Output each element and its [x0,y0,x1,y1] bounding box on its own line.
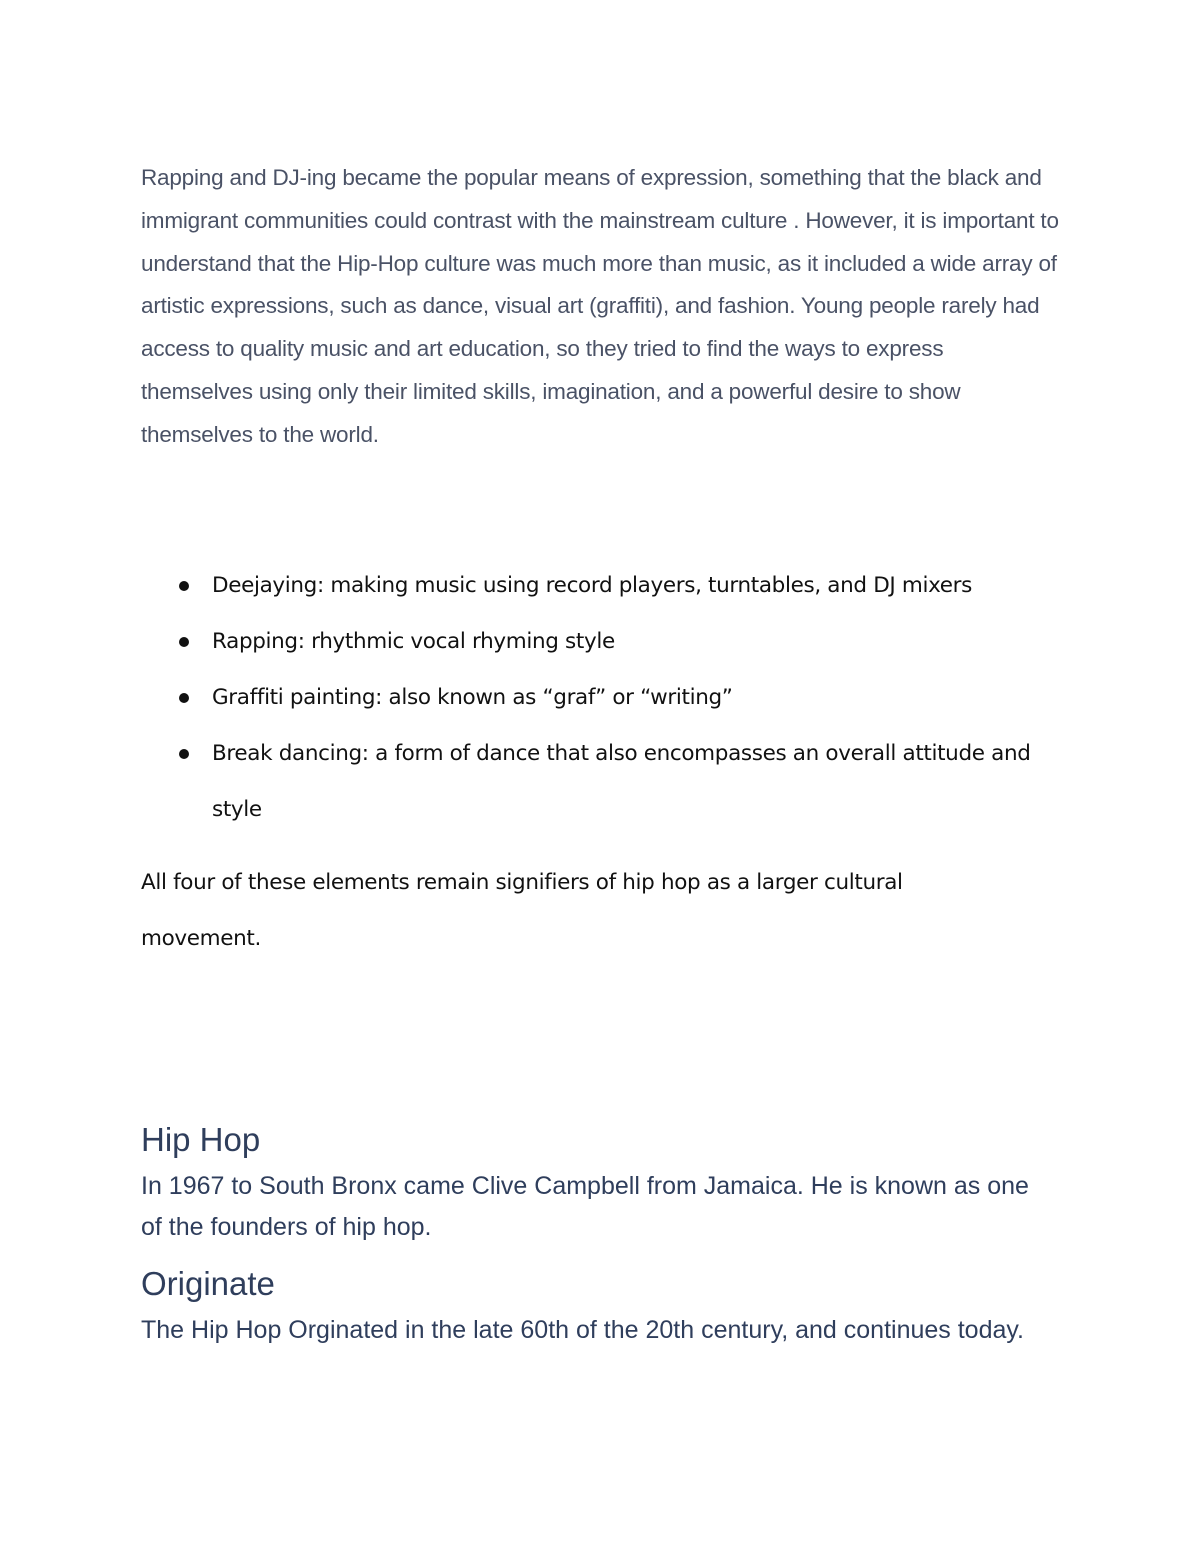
list-item [141,558,1041,614]
list-item [141,614,1041,670]
list-item-text: Break dancing: a form of dance that also encompasses an overall attitude and style [212,741,1031,822]
hip-hop-elements-list [141,558,1041,838]
bullet-icon [179,749,189,759]
list-item [141,670,1041,726]
section-heading-originate: Originate [141,1265,275,1302]
elements-summary: All four of these elements remain signifiers of hip hop as a larger cultural movement. [141,870,903,951]
intro-paragraph: Rapping and DJ-ing became the popular means of expression, something that the black and immigrant communities could contrast with the mainstream culture . However, it is important to understand that the Hip-Hop culture was much more than music, as it included a wide array of artistic expressions, such as dance, visual art (graffiti), and fashion. Young people rarely had access to quality music and art education, so they tried to find the ways to express themselves using only their limited skills, imagination, and a powerful desire to show themselves to the world. [141,165,1059,447]
bullet-icon [179,581,189,591]
list-item-text: Rapping: rhythmic vocal rhyming style [212,629,615,654]
section-text-hip-hop: In 1967 to South Bronx came Clive Campbell from Jamaica. He is known as one of the founders of hip hop. [141,1172,1029,1241]
list-item-text: Deejaying: making music using record players, turntables, and DJ mixers [212,573,973,598]
list-item-text: Graffiti painting: also known as “graf” or “writing” [212,685,733,710]
section-heading-hip-hop: Hip Hop [141,1121,261,1158]
list-item [141,726,1041,838]
bullet-icon [179,693,189,703]
section-text-originate: The Hip Hop Orginated in the late 60th of the 20th century, and continues today. [141,1316,1024,1344]
bullet-icon [179,637,189,647]
